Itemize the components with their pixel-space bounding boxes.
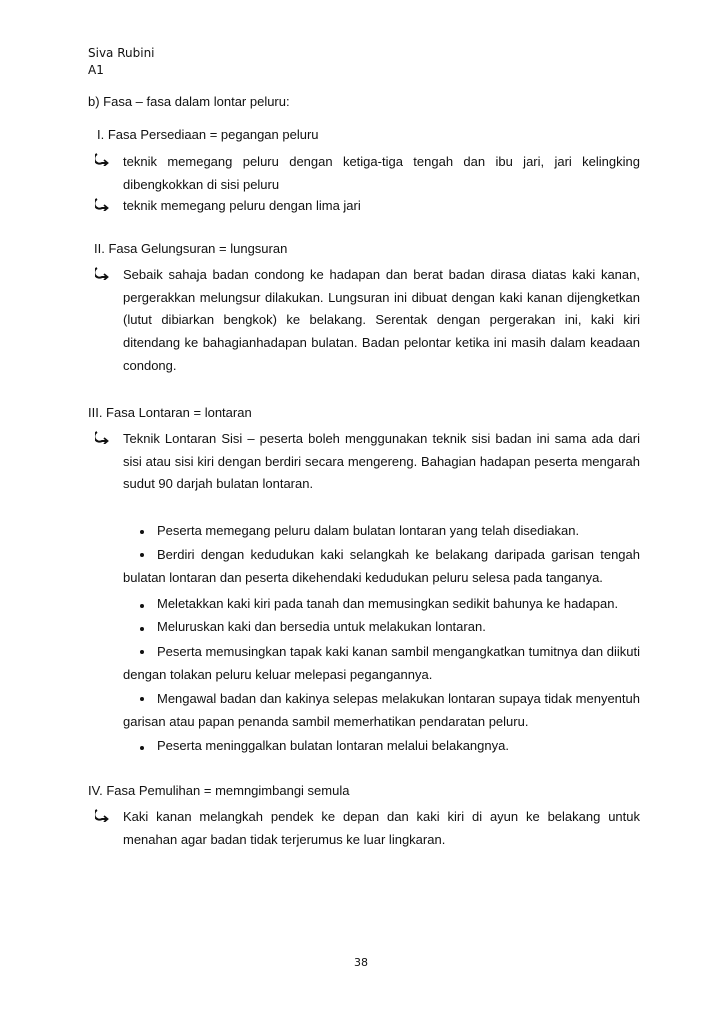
bullet-item: Meluruskan kaki dan bersedia untuk melakukan lontaran. — [157, 619, 486, 634]
bullet-item: Meletakkan kaki kiri pada tanah dan memusingkan sedikit bahunya ke hadapan. — [157, 596, 619, 611]
bullet-dot-icon — [140, 627, 144, 631]
phase2-item: Sebaik sahaja badan condong ke hadapan dan berat badan dirasa diatas kaki kanan, pergerakkan melungsur dilakukan. Lungsuran ini dibuat dengan kaki kanan dijengketkan (lutut dibiarkan bengkok) ke belakang. Serentak dengan pergerakan ini, kaki kiri ditendang ke bahagianhadapan bulatan. Badan pelontar ketika ini masih dalam keadaan condong. — [123, 267, 640, 373]
curved-arrow-icon — [95, 808, 109, 822]
author-name: Siva Rubini — [88, 46, 155, 60]
phase4-title: IV. Fasa Pemulihan = memngimbangi semula — [88, 783, 350, 798]
bullet-item: Peserta memegang peluru dalam bulatan lontaran yang telah disediakan. — [157, 523, 580, 538]
section-title: b) Fasa – fasa dalam lontar peluru: — [88, 94, 290, 109]
bullet-item: Peserta memusingkan tapak kaki kanan sambil mengangkatkan tumitnya dan diikuti dengan tolakan peluru keluar melepasi pegangannya. — [123, 644, 640, 682]
phase2-title: II. Fasa Gelungsuran = lungsuran — [94, 241, 288, 256]
bullet-dot-icon — [140, 604, 144, 608]
phase3-title: III. Fasa Lontaran = lontaran — [88, 405, 252, 420]
bullet-item: Berdiri dengan kedudukan kaki selangkah ke belakang daripada garisan tengah bulatan lontaran dan peserta dikehendaki kedudukan peluru selesa pada tanganya. — [123, 547, 640, 585]
bullet-dot-icon — [140, 530, 144, 534]
curved-arrow-icon — [95, 430, 109, 444]
bullet-item: Peserta meninggalkan bulatan lontaran melalui belakangnya. — [157, 738, 509, 753]
curved-arrow-icon — [95, 197, 109, 211]
phase1-item-1: teknik memegang peluru dengan ketiga-tiga tengah dan ibu jari, jari kelingking dibengkokkan di sisi peluru — [123, 154, 640, 192]
bullet-dot-icon — [140, 746, 144, 750]
phase1-item-2: teknik memegang peluru dengan lima jari — [123, 198, 361, 213]
curved-arrow-icon — [95, 266, 109, 280]
bullet-item: Mengawal badan dan kakinya selepas melakukan lontaran supaya tidak menyentuh garisan atau papan penanda sambil memerhatikan pendaratan peluru. — [123, 691, 640, 729]
phase1-title: I. Fasa Persediaan = pegangan peluru — [97, 127, 319, 142]
curved-arrow-icon — [95, 152, 109, 166]
phase4-item: Kaki kanan melangkah pendek ke depan dan kaki kiri di ayun ke belakang untuk menahan agar badan tidak terjerumus ke luar lingkaran. — [123, 809, 640, 847]
class-code: A1 — [88, 63, 104, 77]
phase3-item: Teknik Lontaran Sisi – peserta boleh menggunakan teknik sisi badan ini sama ada dari sisi atau sisi kiri dengan berdiri secara mengereng. Bahagian hadapan peserta mengarah sudut 90 darjah bulatan lontaran. — [123, 431, 640, 492]
page-number: 38 — [354, 956, 368, 969]
